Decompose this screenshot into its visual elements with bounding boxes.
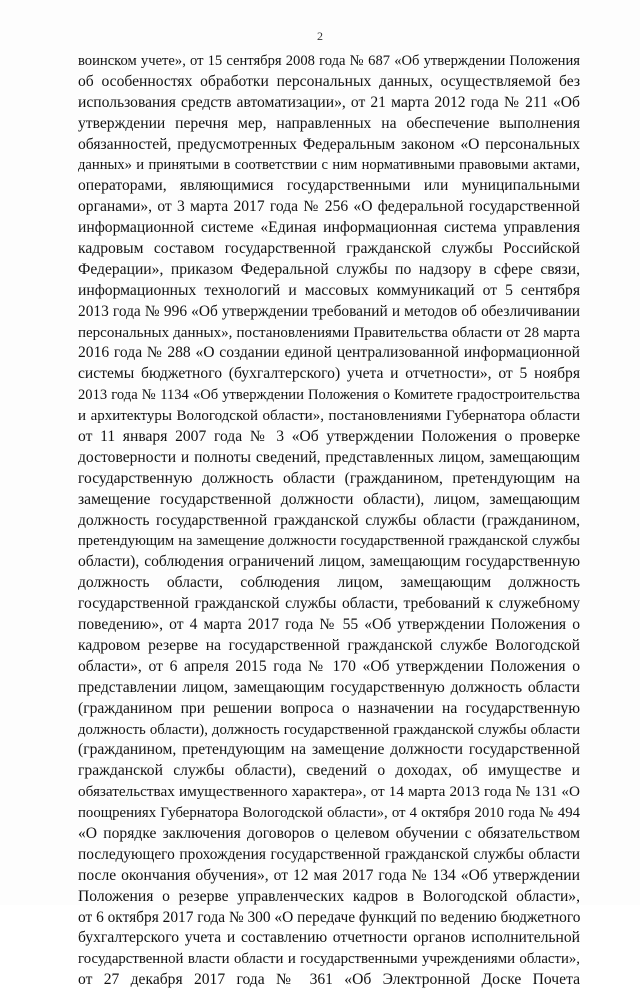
text-line: обязанностей, предусмотренных Федеральным законом «О персональных <box>78 135 580 153</box>
text-line: последующего прохождения государственной гражданской службы области <box>78 845 580 863</box>
text-line: персональных данных», постановлениями Правительства области от 28 марта <box>78 324 580 341</box>
text-line: должность области, соблюдения лицом, замещающим должность <box>78 574 580 592</box>
text-line: претендующим на замещение должности государственной гражданской службы <box>78 533 580 550</box>
text-line: должность области), должность государственной гражданской службы области <box>78 721 580 738</box>
text-line: поведению», от 4 марта 2017 года № 55 «Об утверждении Положения о <box>78 616 580 634</box>
text-line: и архитектуры Вологодской области», постановлениями Губернатора области <box>78 408 580 425</box>
text-line: кадровом резерве на государственной гражданской службе Вологодской <box>78 636 580 654</box>
text-line: воинском учете», от 15 сентября 2008 года № 687 «Об утверждении Положения <box>78 53 580 69</box>
text-line: 2013 года № 996 «Об утверждении требований и методов об обезличивании <box>78 302 580 320</box>
page-number: 2 <box>317 29 323 43</box>
text-line: от 11 января 2007 года № 3 «Об утверждении Положения о проверке <box>78 428 580 446</box>
text-line: области), соблюдения ограничений лицом, замещающим государственную <box>78 553 580 571</box>
text-line: достоверности и полноты сведений, представленных лицом, замещающим <box>78 448 580 466</box>
text-line: бухгалтерского учета и составлению отчетности органов исполнительной <box>78 929 580 947</box>
text-line: 2013 года № 1134 «Об утверждении Положения о Комитете градостроительства <box>78 387 580 404</box>
text-line: Положения о резерве управленческих кадров в Вологодской области», <box>78 887 580 905</box>
text-line: от 27 декабря 2017 года № 361 «Об Электронной Доске Почета <box>78 971 580 989</box>
text-line: обязательствах имущественного характера», от 14 марта 2013 года № 131 «О <box>78 783 580 801</box>
text-line: информационных технологий и массовых коммуникаций от 5 сентября <box>78 281 580 299</box>
text-line: от 6 октября 2017 года № 300 «О передаче функций по ведению бюджетного <box>78 908 580 926</box>
text-line: 2016 года № 288 «О создании единой централизованной информационной <box>78 344 580 362</box>
text-line: (гражданином, претендующим на замещение должности государственной <box>78 741 580 759</box>
text-line: (гражданином при решении вопроса о назначении на государственную <box>78 699 580 717</box>
text-line: утверждении перечня мер, направленных на обеспечение выполнения <box>78 114 580 132</box>
text-line: использования средств автоматизации», от 21 марта 2012 года № 211 «Об <box>78 93 580 111</box>
text-line: Федерации», приказом Федеральной службы по надзору в сфере связи, <box>78 260 580 278</box>
document-body <box>78 51 580 991</box>
text-line: государственной власти области и государственными учреждениями области», <box>78 951 580 968</box>
text-line: после окончания обучения», от 12 мая 2017 года № 134 «Об утверждении <box>78 866 580 884</box>
text-line: системы бюджетного (бухгалтерского) учета и отчетности», от 5 ноября <box>78 365 580 383</box>
text-line: замещение государственной должности области), лицом, замещающим <box>78 490 580 508</box>
text-line: операторами, являющимися государственными или муниципальными <box>78 177 580 195</box>
text-line: государственную должность области (гражданином, претендующим на <box>78 469 580 487</box>
text-line: поощрениях Губернатора Вологодской области», от 4 октября 2010 года № 494 <box>78 805 580 822</box>
text-line: кадровым составом государственной гражданской службы Российской <box>78 240 580 258</box>
text-line: должность государственной гражданской службы области (гражданином, <box>78 511 580 529</box>
text-line: государственной гражданской службы области, требований к служебному <box>78 595 580 613</box>
text-line: данных» и принятыми в соответствии с ним нормативными правовыми актами, <box>78 157 580 174</box>
text-line: органами», от 3 марта 2017 года № 256 «О федеральной государственной <box>78 198 580 216</box>
text-line: об особенностях обработки персональных данных, осуществляемой без <box>78 72 580 90</box>
text-line: «О порядке заключения договоров о целевом обучении с обязательством <box>78 824 580 842</box>
text-line: представлении лицом, замещающим государственную должность области <box>78 678 580 696</box>
text-line: информационной системе «Единая информационная система управления <box>78 219 580 237</box>
text-line: области», от 6 апреля 2015 года № 170 «Об утверждении Положения о <box>78 657 580 675</box>
text-line: гражданской службы области), сведений о доходах, об имуществе и <box>78 762 580 780</box>
